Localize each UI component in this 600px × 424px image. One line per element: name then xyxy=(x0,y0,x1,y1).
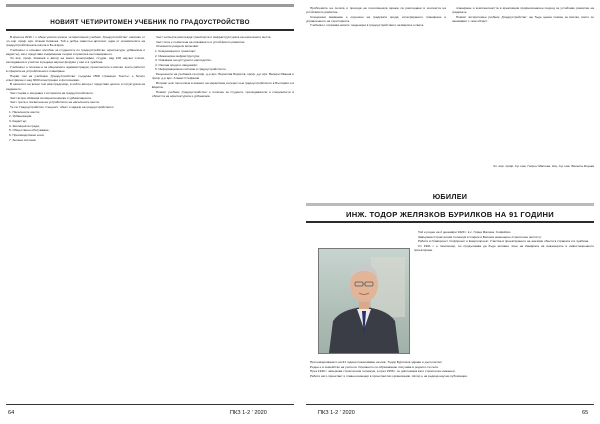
portrait-illustration xyxy=(319,249,409,353)
paragraph: Той е роден на 2 декември 1929 г. в с. Горна Малина, Софийско. xyxy=(418,230,512,234)
paragraph: Основните раздели включват: xyxy=(156,44,200,49)
paragraph: Вторият нов том излиза в момент на нарастващ интерес към градоустройството в България и в Европа. xyxy=(152,80,294,89)
paragraph: Проблемите на селата и прехода на поселищната мрежа са разгледани в контекста на устойчивото развитие. xyxy=(306,6,446,15)
paragraph: Чл.-кор. проф. Ковачев е автор на много монографии, студии, над 100 научни статии, изследвания и участие в редица научни форуми у нас и в чужбина. xyxy=(6,56,145,65)
author-signature: Чл.-кор. проф. д-р инж. Георги Матеев, доц. д-р инж. Венета Коцева xyxy=(493,164,594,168)
paragraph: Роден е в семейство на учители. Основното си образование получава в родното си село. xyxy=(310,364,439,369)
paragraph: Новият четиритомен учебник „Градоустройство“ ще бъде ценна помощ за всички, които се занимават с тази област. xyxy=(452,14,594,23)
list-item: 1. Комуникации и транспорт; xyxy=(155,48,197,53)
page-number-right: 65 xyxy=(582,410,589,416)
list-item: 6. Производствени зони; xyxy=(9,132,45,137)
section-title-jubilees: ЮБИЛЕИ xyxy=(432,192,468,201)
paragraph: Завършва Строителния техникум в София и Висшия инженерно-строителен институт. xyxy=(418,234,543,239)
paragraph: Част втора обхваща селищната мрежа и урбанизацията. xyxy=(10,95,92,100)
paragraph: Специално внимание е отделено на градската среда, интегрираното планиране и управлението на територията. xyxy=(306,14,446,23)
footer-rule xyxy=(6,404,294,405)
top-gray-bar xyxy=(6,4,294,7)
bio-column-right xyxy=(414,230,594,358)
list-item: 2. Инженерна инфраструктура; xyxy=(155,53,200,58)
paragraph: Работи като проектант и главен инженер в проектантски организации. Автор е на редица научни публикации. xyxy=(310,373,468,378)
list-item: 5. Информационни системи в градоустройството. xyxy=(155,67,227,72)
paragraph: Първи том на учебника „Градоустройство“ съдържа 1500 страници. Текстът е богато илюстриран с над 3000 илюстрации и фотоснимки. xyxy=(6,73,145,82)
list-item: 3. Кадастър; xyxy=(9,119,27,124)
footer-rule xyxy=(306,404,594,405)
paragraph: Учебникът е полезен и за общинските администрации, проектантите и всички, които работят в сферата на устройственото планиране. xyxy=(6,65,145,74)
list-item: 1. Населените места; xyxy=(9,109,40,114)
issue-label-left: ПКЗ 1-2 ' 2020 xyxy=(230,410,267,416)
paragraph: През 1949 г. завършва строителния техникум, а през 1956 г. се дипломира като строителен инженер. xyxy=(310,369,456,374)
paragraph: Част първа е свързана с историята на градоустройството. xyxy=(10,91,94,96)
portrait-photo xyxy=(318,248,410,354)
page-number-left: 64 xyxy=(8,410,15,416)
paragraph: Работи в Главпроект, Софпроект и Енергопроект. Участва в проектирането на значими обекти в страната и в чужбина. xyxy=(418,239,590,244)
paragraph: Рецензенти на учебника са проф. д-р арх. Борислав Борисов, проф. д-р арх. Валери Иванов и проф. д-р арх. Атанас Стефанов. xyxy=(152,72,294,81)
list-item: 5. Обществено обслужване; xyxy=(9,128,50,133)
paragraph: Учебникът е основно пособие за студентите по градоустройство, архитектура, урбанизъм и кадастър, като представя съвременна теория и практика на планирането. xyxy=(6,47,145,56)
paragraph: При навършването на 91 години пожелаваме на инж. Тодор Бурилков здраве и дълголетие! xyxy=(310,360,442,364)
paragraph: Част трета е посветена на устройството на населените места. xyxy=(10,100,100,105)
right-column-1 xyxy=(306,6,446,184)
paragraph: Учебникът отразява новите тенденции в градоустройството на Европа и света. xyxy=(310,23,425,28)
list-item: 7. Зелена система. xyxy=(9,137,37,142)
list-item: 2. Урбанизация; xyxy=(9,114,33,119)
list-item: 4. Жилищната среда; xyxy=(9,123,40,128)
list-title: Те са: Градоустройство. Същност, обект и задачи на градоустройството: xyxy=(10,105,115,110)
paragraph: От 1991 г. е пенсионер, но продължава да бъде активен член на Камарата на инженерите в инвестиционното проектиране. xyxy=(414,243,594,252)
paragraph: Част четвърта разглежда транспорта и инфраструктурата на населените места. xyxy=(156,35,272,39)
headline-underline xyxy=(6,29,294,31)
left-headline: НОВИЯТ ЧЕТИРИТОМЕН УЧЕБНИК ПО ГРАДОУСТРОЙСТВО xyxy=(50,19,250,26)
list-item: 3. Опазване на културното наследство; xyxy=(155,58,212,63)
right-column-2 xyxy=(452,6,594,156)
list-item: 4. Околна среда и ландшафт; xyxy=(155,62,198,67)
paragraph: Новият учебник „Градоустройство“ е полезен за студенти, преподаватели и специалисти в областта на архитектурата и урбанизма. xyxy=(152,89,294,98)
headline-underline xyxy=(306,221,594,223)
bio-column-bottom xyxy=(306,360,594,400)
paragraph: В края на 2019 г. с общи усилия излезе четиритомния учебник „Градоустройство“ написан от чл.-кор. проф. арх. Атанас Ковачев. Той е добре известен архитект, един от основателите на градоустройствената школа в България. xyxy=(6,35,145,48)
issue-label-right: ПКЗ 1-2 ' 2020 xyxy=(318,410,355,416)
left-column-2 xyxy=(152,35,294,398)
paragraph: Част пета е посветена на опазването и устойчивото развитие. xyxy=(156,39,246,44)
paragraph: В началото на всеки том има предговор, в който авторът представя целите и структурата на изданието: xyxy=(6,82,145,91)
paragraph: планиране и комплексността в креативния професионален подход за устойчиво развитие на градовете. xyxy=(452,6,594,15)
section-gray-bar xyxy=(306,203,594,206)
right-headline: ИНЖ. ТОДОР ЖЕЛЯЗКОВ БУРИЛКОВ НА 91 ГОДИНИ xyxy=(345,210,555,219)
right-page xyxy=(300,0,600,424)
left-column-1 xyxy=(6,35,145,398)
